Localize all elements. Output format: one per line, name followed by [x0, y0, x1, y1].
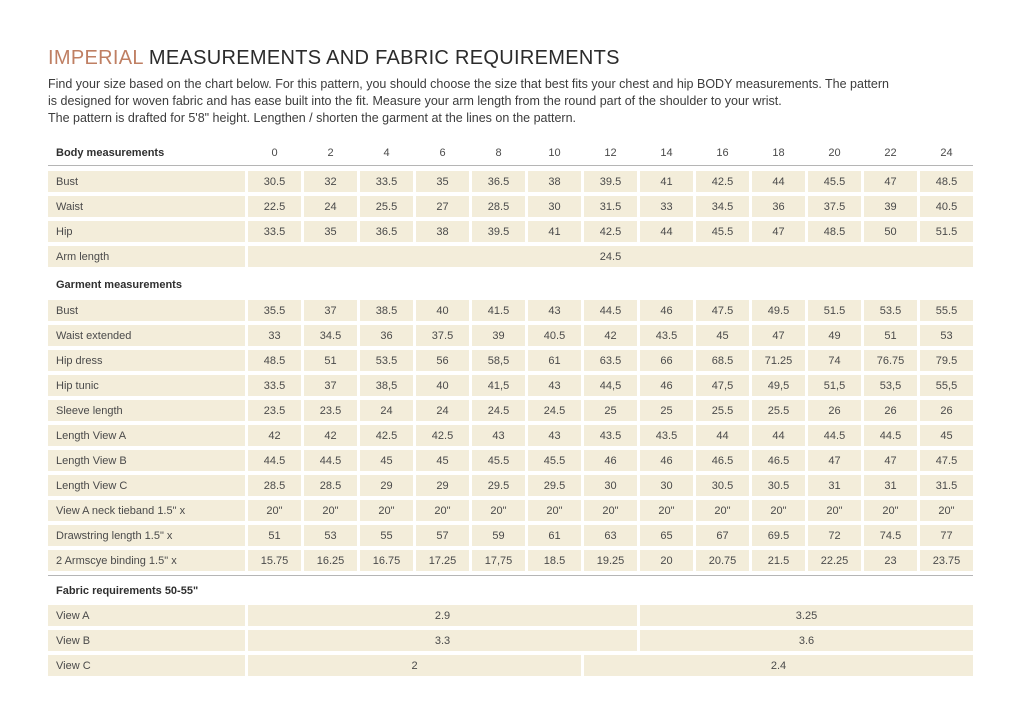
- value-cell: 26: [808, 400, 861, 421]
- value-cell: 19.25: [584, 550, 637, 571]
- value-cell: 25: [584, 400, 637, 421]
- value-cell: 77: [920, 525, 973, 546]
- value-cell: 20": [640, 500, 693, 521]
- value-cell: 44.5: [808, 425, 861, 446]
- value-cell: 30: [584, 475, 637, 496]
- value-cell: 43.5: [640, 425, 693, 446]
- value-cell: 20": [864, 500, 917, 521]
- value-cell: 39.5: [472, 221, 525, 242]
- table-row: [48, 375, 973, 396]
- value-cell: 26: [864, 400, 917, 421]
- value-cell: 43: [528, 425, 581, 446]
- value-cell: 37.5: [808, 196, 861, 217]
- value-cell: 43: [472, 425, 525, 446]
- value-cell: 20": [416, 500, 469, 521]
- value-cell: 76.75: [864, 350, 917, 371]
- value-cell: 53: [304, 525, 357, 546]
- value-cell: 74.5: [864, 525, 917, 546]
- row-label-cell: Arm length: [48, 246, 245, 267]
- value-cell: 20": [472, 500, 525, 521]
- value-cell: 40: [416, 375, 469, 396]
- title-accent: IMPERIAL: [48, 47, 144, 69]
- intro-line: Find your size based on the chart below. For this pattern, you should choose the size that best fits your chest and hip BODY measurements. The pattern: [48, 77, 889, 91]
- value-cell: 27: [416, 196, 469, 217]
- value-cell: 44.5: [584, 300, 637, 321]
- row-label-cell: View B: [48, 630, 245, 651]
- size-column-header: 2: [327, 147, 334, 159]
- size-column-header: 10: [548, 147, 561, 159]
- value-cell: 65: [640, 525, 693, 546]
- value-cell: 45: [920, 425, 973, 446]
- table-row: [48, 550, 973, 571]
- value-cell: 46: [640, 375, 693, 396]
- value-cell: 37: [304, 375, 357, 396]
- value-cell: 17,75: [472, 550, 525, 571]
- value-cell: 47: [752, 221, 805, 242]
- value-cell: 30.5: [752, 475, 805, 496]
- table-row: [48, 400, 973, 421]
- table-row: [48, 605, 973, 626]
- value-cell: 20": [696, 500, 749, 521]
- value-cell: 41,5: [472, 375, 525, 396]
- value-cell: 57: [416, 525, 469, 546]
- value-cell: 44: [752, 425, 805, 446]
- value-cell: 33: [248, 325, 301, 346]
- value-cell: 53: [920, 325, 973, 346]
- value-cell: 43: [528, 375, 581, 396]
- value-cell: 45.5: [696, 221, 749, 242]
- table-row: [48, 221, 973, 242]
- value-cell: 18.5: [528, 550, 581, 571]
- value-cell: 44: [696, 425, 749, 446]
- value-cell: 44: [752, 171, 805, 192]
- value-cell: 61: [528, 525, 581, 546]
- value-cell: 47: [864, 171, 917, 192]
- value-cell: 42.5: [696, 171, 749, 192]
- value-cell: 42.5: [416, 425, 469, 446]
- value-cell: 38.5: [360, 300, 413, 321]
- value-cell: 31.5: [584, 196, 637, 217]
- value-cell: 20": [360, 500, 413, 521]
- value-cell: 44.5: [248, 450, 301, 471]
- value-cell: 47,5: [696, 375, 749, 396]
- size-column-header: 12: [604, 147, 617, 159]
- value-cell: 21.5: [752, 550, 805, 571]
- value-cell: 41: [528, 221, 581, 242]
- row-label-cell: Length View A: [48, 425, 245, 446]
- value-cell: 31: [808, 475, 861, 496]
- value-cell: 29.5: [472, 475, 525, 496]
- value-cell: 36: [360, 325, 413, 346]
- value-cell: 47: [864, 450, 917, 471]
- value-cell: 24.5: [528, 400, 581, 421]
- value-cell: 38: [416, 221, 469, 242]
- value-cell: 45: [416, 450, 469, 471]
- size-column-header: 0: [271, 147, 278, 159]
- value-cell: 45.5: [808, 171, 861, 192]
- table-row: [48, 425, 973, 446]
- value-cell: 20": [920, 500, 973, 521]
- value-cell: 58,5: [472, 350, 525, 371]
- section-header-row: [48, 575, 973, 600]
- value-cell: 79.5: [920, 350, 973, 371]
- value-cell: 51: [248, 525, 301, 546]
- value-cell: 39.5: [584, 171, 637, 192]
- size-column-header: 24: [940, 147, 953, 159]
- value-cell: 24: [360, 400, 413, 421]
- value-cell: 56: [416, 350, 469, 371]
- value-cell: 47.5: [920, 450, 973, 471]
- value-cell: 47: [808, 450, 861, 471]
- value-cell: 35: [416, 171, 469, 192]
- value-cell: 20": [528, 500, 581, 521]
- row-label-cell: Hip tunic: [48, 375, 245, 396]
- value-cell: 46.5: [752, 450, 805, 471]
- value-cell: 38,5: [360, 375, 413, 396]
- value-cell: 23.5: [304, 400, 357, 421]
- measurement-table: [48, 144, 973, 676]
- row-label-cell: 2 Armscye binding 1.5" x: [48, 550, 245, 571]
- value-cell: 34.5: [696, 196, 749, 217]
- value-cell: 46.5: [696, 450, 749, 471]
- value-cell: 55,5: [920, 375, 973, 396]
- size-column-header: 14: [660, 147, 673, 159]
- value-cell: 40.5: [920, 196, 973, 217]
- value-cell: 30: [528, 196, 581, 217]
- size-column-header: 22: [884, 147, 897, 159]
- value-cell: 24: [304, 196, 357, 217]
- value-cell: 17.25: [416, 550, 469, 571]
- merged-value-cell: 2.4: [584, 655, 973, 676]
- value-cell: 42: [304, 425, 357, 446]
- value-cell: 28.5: [248, 475, 301, 496]
- value-cell: 39: [864, 196, 917, 217]
- value-cell: 68.5: [696, 350, 749, 371]
- value-cell: 51.5: [920, 221, 973, 242]
- value-cell: 30.5: [248, 171, 301, 192]
- merged-value-cell: 3.25: [640, 605, 973, 626]
- value-cell: 36.5: [360, 221, 413, 242]
- value-cell: 36.5: [472, 171, 525, 192]
- value-cell: 29: [360, 475, 413, 496]
- value-cell: 74: [808, 350, 861, 371]
- value-cell: 25.5: [360, 196, 413, 217]
- value-cell: 42.5: [584, 221, 637, 242]
- value-cell: 48.5: [920, 171, 973, 192]
- value-cell: 38: [528, 171, 581, 192]
- value-cell: 51.5: [808, 300, 861, 321]
- value-cell: 61: [528, 350, 581, 371]
- section-header-label: Fabric requirements 50-55": [56, 585, 199, 597]
- table-section: [48, 144, 973, 267]
- value-cell: 37: [304, 300, 357, 321]
- table-row: [48, 246, 973, 267]
- value-cell: 46: [640, 450, 693, 471]
- value-cell: 55: [360, 525, 413, 546]
- value-cell: 51,5: [808, 375, 861, 396]
- table-row: [48, 525, 973, 546]
- section-header-label: Garment measurements: [56, 279, 182, 291]
- value-cell: 53.5: [360, 350, 413, 371]
- value-cell: 45.5: [528, 450, 581, 471]
- value-cell: 71.25: [752, 350, 805, 371]
- row-label-cell: Waist: [48, 196, 245, 217]
- value-cell: 23.5: [248, 400, 301, 421]
- section-header-label: Body measurements: [56, 147, 165, 159]
- value-cell: 42: [248, 425, 301, 446]
- size-column-header: 20: [828, 147, 841, 159]
- value-cell: 31.5: [920, 475, 973, 496]
- value-cell: 16.25: [304, 550, 357, 571]
- value-cell: 55.5: [920, 300, 973, 321]
- value-cell: 20": [752, 500, 805, 521]
- value-cell: 69.5: [752, 525, 805, 546]
- value-cell: 44.5: [304, 450, 357, 471]
- value-cell: 20: [640, 550, 693, 571]
- row-label-cell: View C: [48, 655, 245, 676]
- value-cell: 39: [472, 325, 525, 346]
- value-cell: 53.5: [864, 300, 917, 321]
- table-row: [48, 350, 973, 371]
- value-cell: 20": [584, 500, 637, 521]
- value-cell: 30.5: [696, 475, 749, 496]
- size-column-header: 8: [495, 147, 502, 159]
- value-cell: 35.5: [248, 300, 301, 321]
- merged-value-cell: 3.6: [640, 630, 973, 651]
- table-row: [48, 475, 973, 496]
- table-row: [48, 171, 973, 192]
- row-label-cell: Length View B: [48, 450, 245, 471]
- value-cell: 16.75: [360, 550, 413, 571]
- value-cell: 34.5: [304, 325, 357, 346]
- value-cell: 44.5: [864, 425, 917, 446]
- row-label-cell: Drawstring length 1.5" x: [48, 525, 245, 546]
- row-label-cell: Hip dress: [48, 350, 245, 371]
- value-cell: 22.25: [808, 550, 861, 571]
- value-cell: 66: [640, 350, 693, 371]
- value-cell: 42.5: [360, 425, 413, 446]
- value-cell: 50: [864, 221, 917, 242]
- merged-value-cell: 2: [248, 655, 581, 676]
- value-cell: 45: [696, 325, 749, 346]
- value-cell: 59: [472, 525, 525, 546]
- value-cell: 43.5: [584, 425, 637, 446]
- title-rest: MEASUREMENTS AND FABRIC REQUIREMENTS: [143, 47, 620, 69]
- value-cell: 36: [752, 196, 805, 217]
- value-cell: 25: [640, 400, 693, 421]
- value-cell: 51: [864, 325, 917, 346]
- value-cell: 30: [640, 475, 693, 496]
- value-cell: 43.5: [640, 325, 693, 346]
- row-label-cell: Sleeve length: [48, 400, 245, 421]
- value-cell: 26: [920, 400, 973, 421]
- value-cell: 29.5: [528, 475, 581, 496]
- value-cell: 45: [360, 450, 413, 471]
- table-row: [48, 655, 973, 676]
- merged-value-cell: 24.5: [248, 246, 973, 267]
- size-column-header: 16: [716, 147, 729, 159]
- row-label-cell: View A neck tieband 1.5" x: [48, 500, 245, 521]
- section-header-row: [48, 271, 973, 294]
- table-row: [48, 300, 973, 321]
- merged-value-cell: 2.9: [248, 605, 637, 626]
- value-cell: 20.75: [696, 550, 749, 571]
- value-cell: 24: [416, 400, 469, 421]
- row-label-cell: Bust: [48, 171, 245, 192]
- value-cell: 33.5: [248, 221, 301, 242]
- value-cell: 63: [584, 525, 637, 546]
- value-cell: 29: [416, 475, 469, 496]
- value-cell: 20": [808, 500, 861, 521]
- row-label-cell: Length View C: [48, 475, 245, 496]
- value-cell: 23: [864, 550, 917, 571]
- row-label-cell: View A: [48, 605, 245, 626]
- value-cell: 40.5: [528, 325, 581, 346]
- value-cell: 24.5: [472, 400, 525, 421]
- value-cell: 49,5: [752, 375, 805, 396]
- value-cell: 33.5: [248, 375, 301, 396]
- value-cell: 28.5: [472, 196, 525, 217]
- value-cell: 44,5: [584, 375, 637, 396]
- value-cell: 51: [304, 350, 357, 371]
- value-cell: 48.5: [248, 350, 301, 371]
- value-cell: 72: [808, 525, 861, 546]
- value-cell: 43: [528, 300, 581, 321]
- intro-line: The pattern is drafted for 5'8" height. Lengthen / shorten the garment at the lines on the pattern.: [48, 111, 576, 125]
- table-section: [48, 271, 973, 571]
- row-label-cell: Waist extended: [48, 325, 245, 346]
- value-cell: 49.5: [752, 300, 805, 321]
- value-cell: 33.5: [360, 171, 413, 192]
- value-cell: 15.75: [248, 550, 301, 571]
- value-cell: 25.5: [752, 400, 805, 421]
- table-row: [48, 500, 973, 521]
- value-cell: 53,5: [864, 375, 917, 396]
- value-cell: 25.5: [696, 400, 749, 421]
- row-label-cell: Hip: [48, 221, 245, 242]
- value-cell: 46: [640, 300, 693, 321]
- value-cell: 42: [584, 325, 637, 346]
- value-cell: 33: [640, 196, 693, 217]
- value-cell: 41.5: [472, 300, 525, 321]
- size-column-header: 18: [772, 147, 785, 159]
- value-cell: 35: [304, 221, 357, 242]
- section-header-row: [48, 144, 973, 166]
- table-row: [48, 196, 973, 217]
- value-cell: 31: [864, 475, 917, 496]
- merged-value-cell: 3.3: [248, 630, 637, 651]
- size-column-header: 4: [383, 147, 390, 159]
- value-cell: 20": [248, 500, 301, 521]
- value-cell: 23.75: [920, 550, 973, 571]
- value-cell: 48.5: [808, 221, 861, 242]
- value-cell: 49: [808, 325, 861, 346]
- value-cell: 46: [584, 450, 637, 471]
- table-row: [48, 630, 973, 651]
- value-cell: 47: [752, 325, 805, 346]
- intro-line: is designed for woven fabric and has ease built into the fit. Measure your arm length from the round part of the shoulder to your wrist.: [48, 94, 782, 108]
- value-cell: 45.5: [472, 450, 525, 471]
- value-cell: 47.5: [696, 300, 749, 321]
- value-cell: 67: [696, 525, 749, 546]
- value-cell: 63.5: [584, 350, 637, 371]
- value-cell: 32: [304, 171, 357, 192]
- value-cell: 40: [416, 300, 469, 321]
- value-cell: 41: [640, 171, 693, 192]
- value-cell: 22.5: [248, 196, 301, 217]
- row-label-cell: Bust: [48, 300, 245, 321]
- table-section: [48, 575, 973, 676]
- page-title: [48, 47, 973, 70]
- value-cell: 37.5: [416, 325, 469, 346]
- value-cell: 20": [304, 500, 357, 521]
- table-row: [48, 325, 973, 346]
- table-row: [48, 450, 973, 471]
- value-cell: 44: [640, 221, 693, 242]
- size-column-header: 6: [439, 147, 446, 159]
- value-cell: 28.5: [304, 475, 357, 496]
- intro-text: [48, 76, 973, 127]
